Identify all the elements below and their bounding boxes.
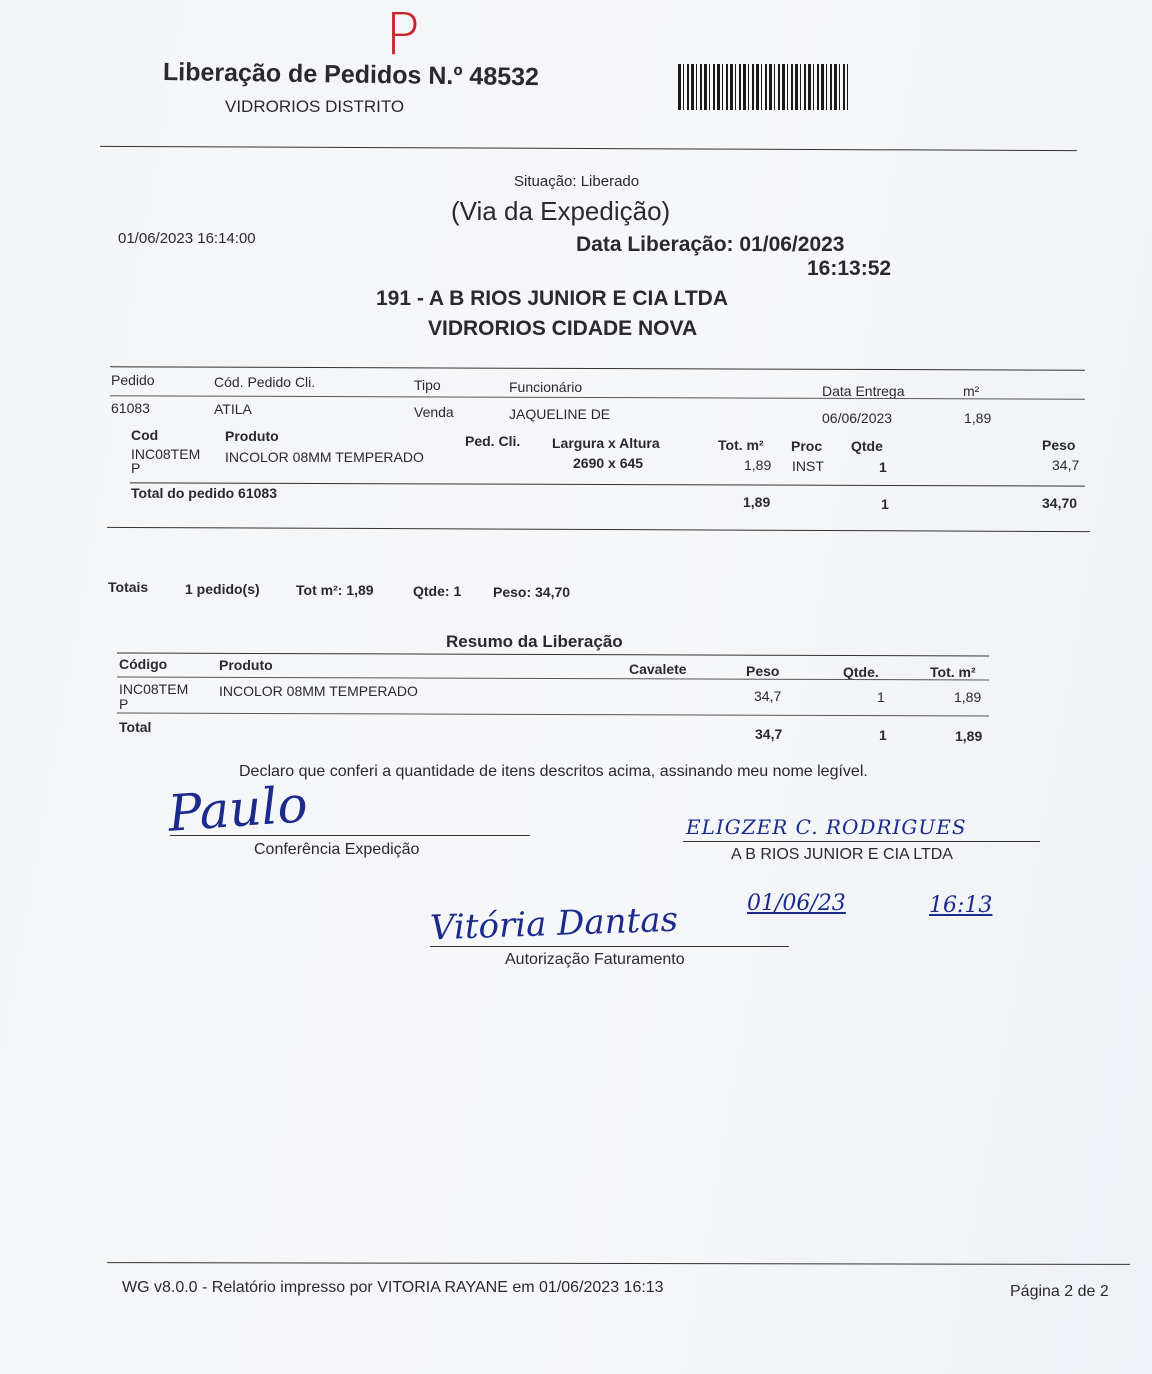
client-signature-line (683, 841, 1040, 842)
order-total-m2: 1,89 (743, 494, 771, 510)
item-proc: INST (792, 458, 824, 474)
item-qtde: 1 (879, 459, 887, 475)
order-total-qtde: 1 (881, 496, 889, 512)
item-col-produto: Produto (225, 428, 279, 444)
item-col-qtde: Qtde (851, 438, 883, 454)
footer-page-number: Página 2 de 2 (1010, 1283, 1109, 1300)
resumo-col-tot-m2: Tot. m² (930, 664, 976, 680)
resumo-tot-m2: 1,89 (954, 689, 982, 705)
order-total-label: Total do pedido 61083 (131, 485, 277, 501)
col-m2: m² (963, 383, 980, 399)
item-cod-line1: INC08TEM (131, 446, 201, 462)
data-liberacao: Data Liberação: 01/06/2023 (576, 233, 845, 256)
situacao-text: Situação: Liberado (514, 173, 640, 190)
declaration-text: Declaro que conferi a quantidade de itens descritos acima, assinando meu nome legível. (239, 763, 868, 780)
order-pedido: 61083 (111, 400, 150, 416)
resumo-qtde: 1 (877, 689, 885, 705)
resumo-codigo-line1: INC08TEM (119, 681, 189, 697)
autorizacao-signature: Vitória Dantas (429, 899, 679, 949)
item-tot-m2: 1,89 (744, 457, 772, 473)
order-table-top-line (110, 366, 1085, 370)
header-divider (100, 146, 1077, 151)
document-subtitle: VIDRORIOS DISTRITO (225, 97, 405, 116)
totals-label: Totais (108, 579, 149, 595)
order-tipo: Venda (414, 404, 454, 420)
item-peso: 34,7 (1052, 457, 1080, 473)
resumo-col-codigo: Código (119, 656, 168, 672)
resumo-col-cavalete: Cavalete (629, 661, 687, 677)
autorizacao-label: Autorização Faturamento (505, 951, 685, 968)
autorizacao-signature-line (430, 946, 789, 947)
client-label: A B RIOS JUNIOR E CIA LTDA (731, 846, 953, 863)
resumo-codigo-line2: P (119, 696, 129, 712)
resumo-total-label: Total (119, 719, 152, 735)
item-col-ped-cli: Ped. Cli. (465, 433, 521, 449)
totals-qtde: Qtde: 1 (413, 583, 462, 599)
item-col-tot-m2: Tot. m² (718, 437, 764, 453)
totals-pedidos: 1 pedido(s) (185, 581, 260, 597)
handwritten-mark: P (385, 0, 420, 68)
footer-printed-by: WG v8.0.0 - Relatório impresso por VITORIA RAYANE em 01/06/2023 16:13 (122, 1279, 664, 1296)
conferencia-signature-line (170, 835, 530, 836)
col-cod-pedido-cli: Cód. Pedido Cli. (214, 374, 316, 390)
col-tipo: Tipo (414, 377, 441, 393)
item-cod-line2: P (131, 460, 141, 476)
print-datetime: 01/06/2023 16:14:00 (118, 230, 256, 247)
conferencia-label: Conferência Expedição (254, 841, 420, 858)
order-cod-cli: ATILA (214, 401, 252, 417)
client-signature: ELIGZER C. RODRIGUES (686, 815, 967, 839)
order-data-entrega: 06/06/2023 (822, 410, 893, 426)
resumo-total-qtde: 1 (879, 727, 887, 743)
handwritten-time: 16:13 (929, 893, 993, 918)
order-m2: 1,89 (964, 410, 992, 426)
item-col-cod: Cod (131, 427, 159, 443)
col-pedido: Pedido (111, 372, 155, 388)
order-header-line (110, 395, 1085, 399)
resumo-total-tot-m2: 1,89 (955, 728, 983, 744)
document-title: Liberação de Pedidos N.º 48532 (162, 58, 540, 92)
resumo-produto: INCOLOR 08MM TEMPERADO (219, 683, 418, 699)
resumo-title: Resumo da Liberação (446, 632, 623, 651)
client-store: VIDRORIOS CIDADE NOVA (428, 317, 698, 340)
item-col-largura-altura: Largura x Altura (552, 435, 660, 451)
item-dimensions: 2690 x 645 (573, 455, 644, 471)
resumo-total-peso: 34,7 (755, 726, 783, 742)
handwritten-date: 01/06/23 (747, 891, 846, 916)
resumo-col-peso: Peso (746, 663, 780, 679)
barcode (678, 64, 848, 110)
footer-divider (107, 1262, 1130, 1265)
conferencia-signature: Paulo (166, 775, 310, 843)
order-total-peso: 34,70 (1042, 495, 1078, 511)
totals-peso: Peso: 34,70 (493, 584, 571, 600)
resumo-col-qtde: Qtde. (843, 664, 879, 680)
order-table-bottom-line (107, 527, 1090, 532)
resumo-peso: 34,7 (754, 688, 782, 704)
col-funcionario: Funcionário (509, 379, 583, 395)
totals-tot-m2: Tot m²: 1,89 (296, 582, 374, 598)
resumo-top-line (117, 652, 989, 656)
resumo-total-line (117, 712, 989, 716)
order-funcionario: JAQUELINE DE (509, 406, 611, 422)
via-text: (Via da Expedição) (451, 196, 671, 226)
item-col-peso: Peso (1042, 437, 1076, 453)
client-name: 191 - A B RIOS JUNIOR E CIA LTDA (376, 287, 728, 310)
item-produto: INCOLOR 08MM TEMPERADO (225, 449, 424, 465)
hora-liberacao: 16:13:52 (807, 257, 892, 280)
item-col-proc: Proc (791, 438, 823, 454)
col-data-entrega: Data Entrega (822, 383, 905, 399)
resumo-col-produto: Produto (219, 657, 273, 673)
